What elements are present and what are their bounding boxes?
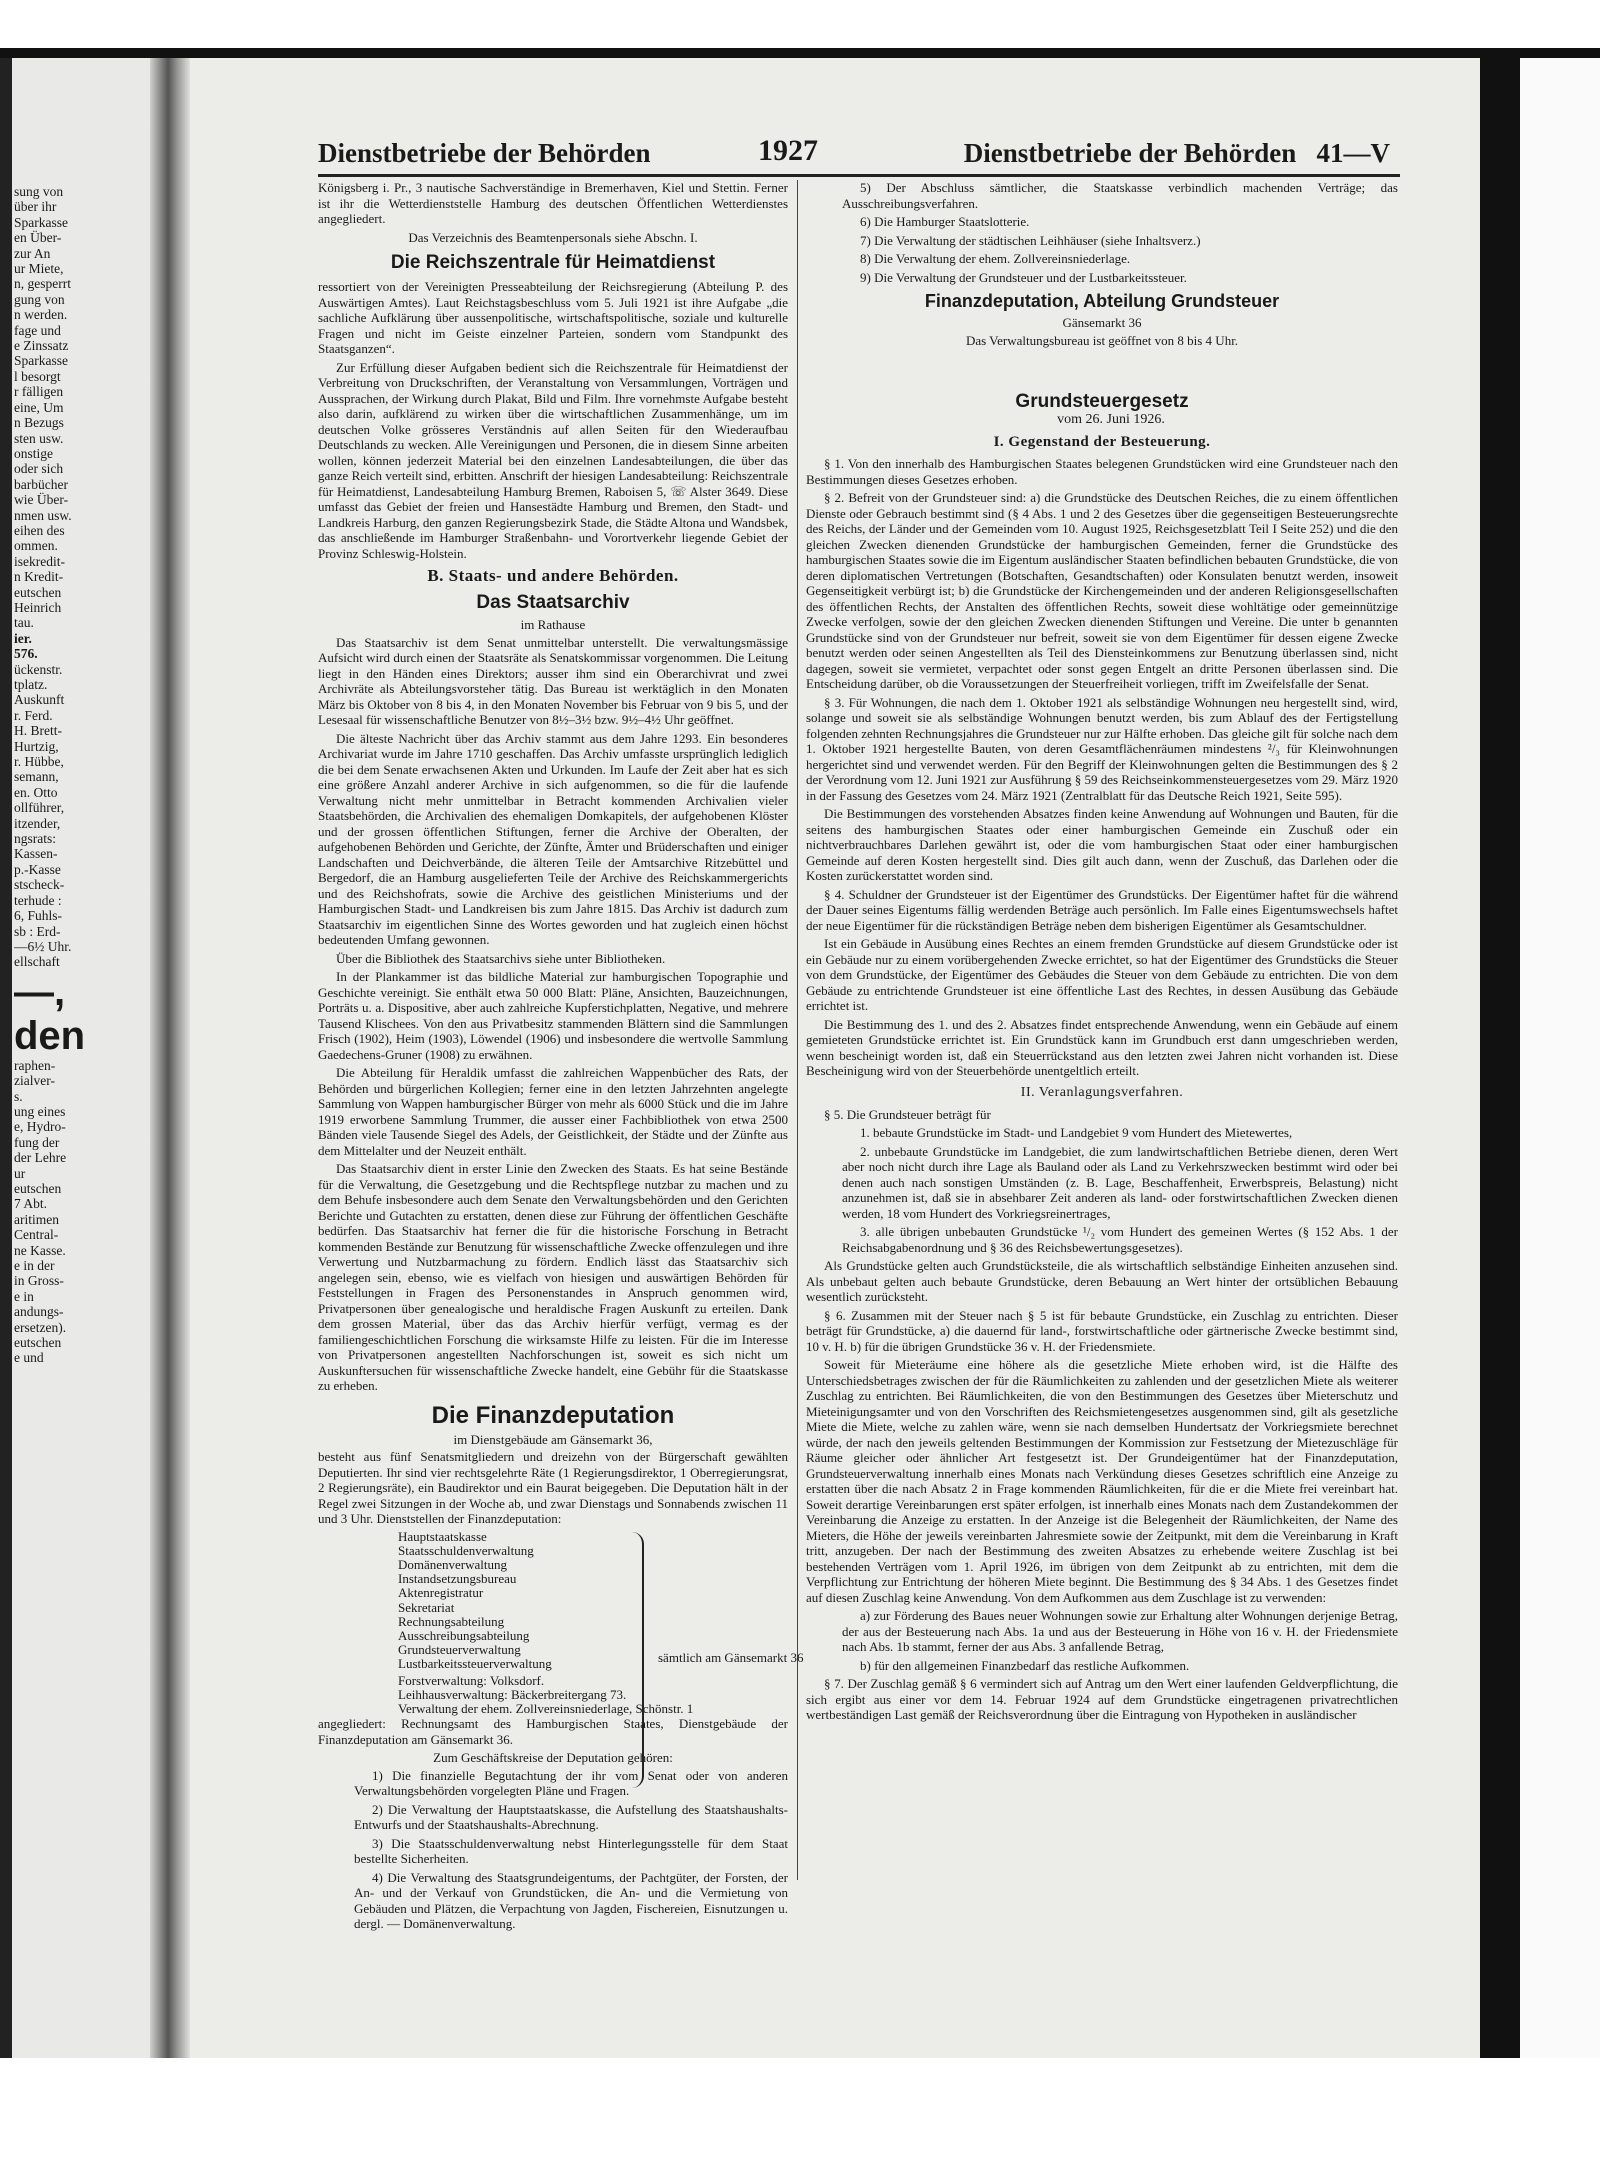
dienststelle-item: Instandsetzungsbureau (398, 1571, 517, 1587)
dienststelle-item: Hauptstaatskasse (398, 1528, 487, 1544)
scan-border-top (0, 48, 1600, 58)
dienststelle-extra-item: Forstverwaltung: Volksdorf. (398, 1672, 545, 1688)
left-page-fragment: r. Hübbe, (14, 754, 64, 770)
left-page-fragment: über ihr (14, 199, 57, 215)
left-page-fragment: fage und (14, 322, 61, 338)
staatsarchiv-paragraph-4: In der Plankammer ist das bildliche Material zur hamburgischen Topographie und Geschichte vereinigt. Sie enthält etwa 50 000 Blatt: Pläne, Ansichten, Bauzeichnungen, Porträts u. a. Dispositive, aber auch zahlreiche Kupferstichplatten, Negative, und mehrere Tausend Klischees. Von den aus Privatbesitz stammenden Blättern sind die Sammlungen Frisch (1902), Heim (1903), Löwendel (1906) und insbesondere die wertvolle Sammlung Gaedechens-Gruner (1908) zu erwähnen. (318, 969, 788, 1062)
left-page-fragment: sung von (14, 184, 64, 199)
left-page-fragment: eutschen (14, 1180, 62, 1196)
left-page-fragment: wie Über- (14, 492, 69, 508)
left-page-fragment: n Kredit- (14, 569, 64, 585)
running-header (318, 132, 1390, 172)
left-page-fragment: r. Ferd. (14, 707, 53, 723)
header-right (964, 138, 1390, 169)
grundsteuergesetz-date: vom 26. Juni 1926. (1057, 411, 1165, 427)
staatsarchiv-paragraph-1: Das Staatsarchiv ist dem Senat unmittelbar unterstellt. Die verwaltungsmässige Aufsicht wird durch einen der Staatsräte als Senatskommissar vorgenommen. Die Leitung liegt in den Händen eines Direktors; ausser ihm sind ein Oberarchivrat und zwei Archivräte als Abteilungsvorsteher tätig. Das Bureau ist werktäglich in den Monaten März bis Oktober von 8 bis 4, in den Monaten November bis Februar von 9 bis 5, und der Lesesaal für wissenschaftliche Benutzer von 8½–3½ bzw. 9½–4½ Uhr geöffnet. (318, 634, 788, 727)
geschaeftskreis-item: 9) Die Verwaltung der Grundsteuer und der Lustbarkeitssteuer. (860, 269, 1187, 285)
geschaeftskreis-list (318, 1768, 788, 1932)
paragraph-5-item: 1. bebaute Grundstücke im Stadt- und Landgebiet 9 vom Hundert des Mietewertes, (860, 1125, 1293, 1140)
left-page-fragment: fung der (14, 1134, 60, 1150)
left-page-fragment: in Gross- (14, 1273, 64, 1289)
grundsteuer-department-location: Gänsemarkt 36 (1062, 315, 1142, 330)
scan-margin-bottom (0, 2058, 1600, 2177)
paragraph-6: § 6. Zusammen mit der Steuer nach § 5 ist für bebaute Grundstücke, ein Zuschlag zu entrichten. Dieser beträgt für Grundstücke, a) die dauernd für land-, forstwirtschaftliche oder gärtnerische Zwecke bestimmt sind, 10 v. H. b) für die übrigen Grundstücke 36 v. H. der Friedensmiete. (806, 1307, 1398, 1354)
paragraph-6-items (806, 1608, 1398, 1673)
left-page-fragment: e in (14, 1288, 34, 1304)
paragraph-6b: Soweit für Mieteräume eine höhere als die gesetzliche Miete erhoben wird, ist die Hälfte des Unterschiedsbetrages zwischen der für die Räumlichkeiten zu zahlenden und der gesetzlichen Miete als weiterer Zuschlag zu entrichten. Bei Räumlichkeiten, die von den Bestimmungen des Gesetzes über Mieterschutz und Mieteinigungsamter und von den Vorschriften des Reichsmietengesetzes ausgenommen sind, gilt als gesetzliche Miete die Miete, welche zu zahlen wäre, wenn sie nach demselben Hundertsatz der Vorkriegsmiete berechnet würde, der nach den jeweils geltenden Bestimmungen der Kommission zur Festsetzung der Mietezuschläge für Räume gleicher oder ähnlicher Art festgesetzt ist. Der Grundeigentümer hat der Finanzdeputation, Grundsteuerverwaltung innerhalb eines Monats nach Verkündung dieses Gesetzes schriftlich eine Anzeige zu erstatten über die nach Absatz 2 in Frage kommenden Räumlichkeiten, für die er die Miete frei vereinbart hat. Soweit derartige Vereinbarungen erst später erfolgen, ist innerhalb eines Monats nach dem Zustandekommen der Vereinbarung die Anzeige zu erstatten. In der Anzeige ist die Belegenheit der Räumlichkeiten, der Name des Mieters, die Höhe der jeweils vereinbarten Jahresmiete sowie der Zeitpunkt, mit dem die Vereinbarung in Kraft tritt, anzugeben. Der nach der Bestimmung des zweiten Absatzes zu erhebende weitere Zuschlag ist bei bestehenden Verträgen vom 1. April 1926, im übrigen von dem Zeitpunkt ab zu entrichten, mit dem die Verpflichtung zur Entrichtung der höheren Miete beginnt. Die Bestimmung des § 34 Abs. 1 des Gesetzes findet auf diesen Zuschlag keine Anwendung. Von dem Aufkommen aus dem Zuschlage ist zu verwenden: (806, 1357, 1398, 1605)
header-left-title: Dienstbetriebe der Behörden (318, 138, 651, 168)
left-page-fragment: semann, (14, 769, 59, 785)
left-page-fragment: terhude : (14, 892, 62, 908)
reichszentrale-heading: Die Reichszentrale für Heimatdienst (390, 252, 716, 273)
left-page-fragment: 576. (14, 646, 38, 662)
left-page-fragment: 6, Fuhls- (14, 908, 63, 924)
column-divider (797, 180, 798, 1880)
left-page-fragment: 7 Abt. (14, 1196, 48, 1212)
paragraph-4: § 4. Schuldner der Grundsteuer ist der Eigentümer des Grundstücks. Der Eigentümer haftet für die während der Dauer seines Eigentums fällig werdenden Beträge auch persönlich. Im Falle eines Eigentumswechsels haftet der neue Eigentümer für die rückständigen Beträge neben dem bisherigen Eigentümer als Gesamtschuldner. (806, 886, 1398, 933)
grundsteuer-department-hours: Das Verwaltungsbureau ist geöffnet von 8 bis 4 Uhr. (965, 332, 1239, 348)
left-page-fragment: r fälligen (14, 384, 64, 400)
left-page-fragment: Sparkasse (14, 214, 68, 230)
left-page-fragment: ier. (14, 630, 32, 646)
right-column (806, 180, 1398, 1726)
left-page-fragment: oder sich (14, 461, 64, 477)
left-page-fragment: der Lehre (14, 1150, 67, 1166)
left-page-fragment: e und (14, 1350, 44, 1366)
paragraph-6-item: b) für den allgemeinen Finanzbedarf das restliche Aufkommen. (860, 1657, 1190, 1673)
left-page-fragment: aritimen (14, 1211, 59, 1227)
geschaeftskreis-list-continued (806, 180, 1398, 285)
left-page-fragment: en Über- (14, 230, 62, 246)
intro-paragraph: Königsberg i. Pr., 3 nautische Sachverständige in Bremerhaven, Kiel und Stettin. Ferner ist ihr die Wetterdienststelle Hamburg des deutschen Öffentlichen Wetterdienstes angegliedert. (318, 180, 788, 226)
paragraph-3: § 3. Für Wohnungen, die nach dem 1. Oktober 1921 als selbständige Wohnungen neu hergestellt sind, wird, solange und soweit sie als selbständige Wohnungen benutzt werden, bis zum Ablauf des der Fertigstellung folgenden zehnten Rechnungsjahres die Grundsteuer nur zur Hälfte erhoben. Das gleiche gilt für solche nach dem 1. Oktober 1921 hergestellte Bauten, von deren Gesamtflächenräumen mindestens ²/₃ für Kleinwohnungen hergerichtet sind und verwendet werden. Für den Begriff der Kleinwohnungen gelten die Bestimmungen des § 2 der Verordnung vom 12. Juni 1921 zur Ausführung § 59 des Reichseinkommensteuergesetzes vom 29. März 1920 in der Fassung des Gesetzes vom 24. März 1921 (Zentralblatt für das Deutsche Reich 1921, Seite 595). (806, 694, 1399, 803)
left-page-fragment: Heinrich (14, 599, 62, 615)
left-page-fragment: e Zinssatz (14, 338, 69, 354)
left-page-fragment: itzender, (14, 815, 61, 831)
left-page-fragment: tplatz. (14, 677, 48, 692)
left-page-fragment: ommen. (14, 538, 58, 554)
left-page-fragment: ollführer, (14, 800, 65, 816)
left-page-fragment: e, Hydro- (14, 1119, 66, 1135)
dienststellen-list (398, 1530, 628, 1672)
geschaeftskreis-item: 5) Der Abschluss sämtlicher, die Staatskasse verbindlich machenden Verträge; das Ausschreibungsverfahren. (842, 180, 1398, 211)
verzeichnis-note: Das Verzeichnis des Beamtenpersonals siehe Abschn. I. (408, 229, 698, 245)
dienststelle-item: Domänenverwaltung (398, 1556, 508, 1572)
reichszentrale-paragraph-2: Zur Erfüllung dieser Aufgaben bedient sich die Reichszentrale für Heimatdienst der Verbreitung von Druckschriften, der Veranstaltung von Versammlungen, Vorträgen und Aussprachen, der Wirkung durch Plakat, Bild und Film. Ihre vornehmste Aufgabe besteht also darin, aufklärend zu wirken über die wirtschaftlichen Zusammenhänge, um im deutschen Volke grösseres Verständnis auf allen Seiten für den Wiederaufbau Deutschlands zu wecken. Alle Vereinigungen und Personen, die in diesem Sinne arbeiten wollen, können jederzeit Material bei den einzelnen Landesabteilungen, die über das ganze Reich verteilt sind, erbitten. Anschrift der hiesigen Landesabteilung: Reichszentrale für Heimatdienst, Landesabteilung Hamburg Bremen, Raboisen 5, ☏ Alster 3649. Diese umfasst das Gebiet der freien und Hansestädte Hamburg und Bremen, den Stadt- und Landkreis Harburg, den ganzen Regierungsbezirk Stade, die Städte Altona und Wandsbek, das anschließende im Hamburger Straßenbahn- und Vorortverkehr liegende Gebiet der Provinz Schleswig-Holstein. (318, 359, 788, 561)
dienststelle-extra-item: Leihhausverwaltung: Bäckerbreitergang 73. (398, 1686, 627, 1702)
header-rule (318, 174, 1400, 177)
left-page-fragment: H. Brett- (14, 723, 62, 739)
section-b-heading: B. Staats- und andere Behörden. (427, 566, 679, 585)
staatsarchiv-heading: Das Staatsarchiv (476, 592, 630, 613)
paragraph-3b: Die Bestimmungen des vorstehenden Absatzes finden keine Anwendung auf Wohnungen und Bauten, für die seitens des hamburgischen Staates oder einer hamburgischen Gemeinde ein Zuschuß oder ein nichtverbrauchbares Darlehen gewährt ist, oder die vom hamburgischen Staat oder einer hamburgischen Gemeinde auf deren Kosten hergestellt sind. Dies gilt auch dann, wenn der Zuschuß, das Darlehen oder die Kosten zurückerstattet worden sind. (806, 806, 1398, 883)
scan-border-left (0, 58, 12, 2058)
page-number: 41—V (1316, 138, 1390, 168)
finanzdeputation-paragraph-3: Zum Geschäftskreise der Deputation gehören: (433, 1750, 673, 1766)
header-right-title: Dienstbetriebe der Behörden (963, 138, 1297, 168)
dienststellen-extra (398, 1672, 694, 1717)
left-page-fragment: sten usw. (14, 430, 64, 446)
left-page-fragment: den (14, 1013, 86, 1058)
staatsarchiv-paragraph-6: Das Staatsarchiv dient in erster Linie den Zwecken des Staats. Es hat seine Bestände für die Verwaltung, die Gesetzgebung und die Rechtspflege nutzbar zu machen und zu dem Behufe insbesondere auch dem Senate den Verwaltungsbehörden und den Gerichten Berichte und Gutachten zu erstatten, denen diese zur Führung der öffentlichen Geschäfte bedürfen. Das Staatsarchiv hat ferner die für die historische Forschung in Betracht kommenden Bestände zur Benutzung für wissenschaftliche Zwecke offenzulegen und ihre Verwertung und Nutzbarmachung zu fördern. Endlich lässt das Staatsarchiv sich angelegen sein, ebenso, wie es vielfach von hiesigen und auswärtigen Behörden für Feststellungen in Fragen des Personenstandes in Anspruch genommen wird, Privatpersonen über genealogische und heraldische Fragen Auskunft zu erteilen. Dank dem grossen Material, über das das Archiv hierfür verfügt, vermag es der familiengeschichtlichen Forschung die wirksamste Hilfe zu leisten. Für die im Interesse von Privatpersonen angestellten Nachforschungen ist, soweit es sich nicht um Auskunftersuchen für wissenschaftliche Zwecke handelt, eine Gebühr für die Staatskasse zu erheben. (318, 1161, 788, 1393)
scan-margin-top (0, 0, 1600, 48)
book-gutter (150, 58, 190, 2058)
scan-margin-right (1520, 58, 1600, 2058)
section-1-heading: I. Gegenstand der Besteuerung. (993, 434, 1211, 450)
dienststelle-extra-item: Verwaltung der ehem. Zollvereinsniederlage, Schönstr. 1 (398, 1700, 694, 1716)
left-page-edge (0, 58, 175, 2058)
left-page-fragment: zialver- (14, 1073, 55, 1089)
left-page-fragment: p.-Kasse (14, 861, 61, 877)
dienststelle-item: Ausschreibungsabteilung (398, 1627, 530, 1643)
section-2-heading: II. Veranlagungsverfahren. (1020, 1084, 1184, 1100)
left-column (318, 180, 804, 1935)
reichszentrale-paragraph-1: ressortiert von der Vereinigten Presseabteilung der Reichsregierung (Abteilung P. des Auswärtigen Amtes). Laut Reichstagsbeschluss vom 5. Juli 1921 ist ihre Aufgabe „die sachliche Aufklärung über aussenpolitische, wirtschaftspolitische, soziale und kulturelle Fragen und nicht im Geiste einzelner Parteien, sondern vom Standpunkt des Staatsganzen“. (318, 279, 788, 356)
left-page-fragment: eutschen (14, 584, 62, 600)
left-page-fragment: isekredit- (14, 553, 65, 569)
left-page-fragment: Auskunft (14, 692, 65, 708)
left-page-fragment: sb : Erd- (14, 923, 61, 939)
left-page-fragment: Sparkasse (14, 353, 68, 369)
left-page-fragment: n werden. (14, 307, 68, 323)
left-page-fragment: e in der (14, 1258, 55, 1273)
left-page-fragment: onstige (14, 445, 53, 461)
geschaeftskreis-item: 7) Die Verwaltung der städtischen Leihhäuser (siehe Inhaltsverz.) (860, 232, 1201, 248)
dienststelle-item: Aktenregistratur (398, 1585, 484, 1601)
left-page-fragment: gung von (14, 291, 65, 307)
left-page-fragment: n, gesperrt (14, 276, 71, 292)
left-page-fragment: Central- (14, 1227, 59, 1243)
left-page-fragment: n Bezugs (14, 415, 64, 431)
dienststelle-item: Staatsschuldenverwaltung (398, 1542, 534, 1558)
geschaeftskreis-item: 1) Die finanzielle Begutachtung der ihr vom Senat oder von anderen Verwaltungsbehörden vorgelegten Pläne und Fragen. (354, 1767, 788, 1799)
left-page-fragment: ur Miete, (14, 261, 64, 277)
left-page-fragments (14, 184, 154, 1366)
geschaeftskreis-item: 8) Die Verwaltung der ehem. Zollvereinsniederlage. (860, 251, 1131, 266)
left-page-fragment: ur (14, 1165, 26, 1181)
left-page-fragment: ellschaft (14, 954, 60, 970)
header-year: 1927 (758, 134, 818, 167)
left-page-fragment: —, (14, 969, 66, 1014)
staatsarchiv-paragraph-3: Über die Bibliothek des Staatsarchivs siehe unter Bibliotheken. (336, 950, 666, 966)
dienststellen-block (318, 1528, 804, 1672)
left-page-fragment: eutschen (14, 1335, 62, 1351)
grundsteuer-department-heading: Finanzdeputation, Abteilung Grundsteuer (924, 291, 1280, 311)
staatsarchiv-paragraph-2: Die älteste Nachricht über das Archiv stammt aus dem Jahre 1293. Ein besonderes Archivariat wurde im Jahre 1710 geschaffen. Das Archiv umfasste ursprünglich lediglich die bei dem Senate erwachsenen Akten und Urkunden. Im Laufe der Zeit aber hat es sich eine größere Anzahl anderer Archive in sich aufgenommen, so die für die laufende Verwaltung nicht mehr unmittelbar in Betracht kommenden Archivalien vieler Staatsbehörden, die Archivalien des ehemaligen Domkapitels, der aufgehobenen Klöster und der grossen öffentlichen Stiftungen, ferner die Archive der Oberalten, der aufgehobenen Behörden und Gerichte, der Zünfte, Ämter und Brüderschaften und einiger Landschaften und Deichverbände, die älteren Teile der Amtsarchive Ritzebüttel und Bergedorf, die an Hamburg ausgelieferten Teile der Archive des Reichskammergerichts und des Reichshofrats, sowie die Archive des geistlichen Ministeriums und der Hamburgischen Stadt- und Landkreisen bis zum Jahre 1815. Das Archiv ist dadurch zum Staatsarchiv im eigentlichen Sinne des Wortes geworden und hat zugleich einen höchst bedeutenden Umfang gewonnen. (318, 730, 788, 947)
left-page-fragment: ung eines (14, 1103, 66, 1119)
paragraph-5-item: 3. alle übrigen unbebauten Grundstücke ¹/₂ vom Hundert des gemeinen Wertes (§ 152 Abs. 1 der Reichsabgabenordnung und § 36 des Reichsbewertungsgesetzes). (842, 1224, 1398, 1255)
left-page-fragment: raphen- (14, 1057, 56, 1073)
left-page-fragment: —6½ Uhr. (14, 938, 72, 954)
dienststellen-brace-label: sämtlich am Gänsemarkt 36 (658, 1649, 804, 1665)
left-page-fragment: andungs- (14, 1304, 64, 1320)
geschaeftskreis-item: 6) Die Hamburger Staatslotterie. (860, 214, 1030, 229)
left-page-fragment: Hurtzig, (14, 738, 59, 754)
paragraph-4b: Ist ein Gebäude in Ausübung eines Rechtes an einem fremden Grundstücke auf diesem Grundstücke oder ist ein Gebäude nur zu einem vorübergehenden Zwecke errichtet, so hat der Eigentümer des Grundstücks die Steuer von dem Grundstücke, der Eigentümer des Gebäudes die Steuer von dem Gebäude zu entrichten. Die von dem Gebäude zu entrichtende Grundsteuer ist eine öffentliche Last des Rechtes, in dessen Ausübung das Gebäude errichtet ist. (806, 936, 1398, 1013)
left-page-fragment: zur An (14, 245, 51, 261)
left-page-fragment: ne Kasse. (14, 1242, 66, 1258)
left-page-fragment: en. Otto (14, 784, 58, 800)
left-page-fragment: ersetzen). (14, 1319, 67, 1335)
paragraph-6-item: a) zur Förderung des Baues neuer Wohnungen sowie zur Erhaltung alter Wohnungen derjenige Betrag, der aus der Besteuerung nach Abs. 1a und aus der Besteuerung in Höhe von 16 v. H. der Friedensmiete nach Abs. 1b stammt, ferner der aus Abs. 3 anfallende Betrag, (842, 1608, 1398, 1654)
grundsteuergesetz-title: Grundsteuergesetz (1015, 391, 1189, 412)
left-page-fragment: Kassen- (14, 846, 58, 862)
paragraph-5b: Als Grundstücke gelten auch Grundstücksteile, die als wirtschaftlich selbständige Einheiten anzusehen sind. Als unbebaut gelten auch bebaute Grundstücke, deren Bebauung an Wert hinter der ortsüblichen Bebauung wesentlich zurücksteht. (806, 1258, 1398, 1304)
finanzdeputation-paragraph-1: besteht aus fünf Senatsmitgliedern und dreizehn von der Bürgerschaft gewählten Deputierten. Ihr sind vier rechtsgelehrte Räte (1 Regierungsdirektor, 1 Oberregierungsrat, 2 Regierungsräte), ein Baudirektor und ein Baurat beigegeben. Die Deputation hält in der Regel zwei Sitzungen in der Woche ab, und zwar Dienstags und Sonnabends zwischen 11 und 3 Uhr. Dienststellen der Finanzdeputation: (318, 1449, 788, 1526)
left-page-fragment: s. (14, 1088, 23, 1104)
left-page-fragment: barbücher (14, 476, 68, 492)
dienststelle-item: Grundsteuerverwaltung (398, 1642, 521, 1658)
finanzdeputation-paragraph-2: angegliedert: Rechnungsamt des Hamburgischen Staates, Dienstgebäude der Finanzdeputation am Gänsemarkt 36. (318, 1716, 788, 1747)
left-page-fragment: eihen des (14, 522, 65, 538)
spacer (806, 350, 1398, 378)
curly-brace (630, 1532, 644, 1788)
staatsarchiv-paragraph-5: Die Abteilung für Heraldik umfasst die zahlreichen Wappenbücher des Rats, der Behörden und bürgerlichen Kollegien; ferner eine in den letzten Jahrzehnten angelegte Sammlung von Wappen hamburgischer Bürger von mehr als 6000 Stück und die im Jahre 1919 erworbene Sammlung Trummer, die ausser einer Fachbibliothek von etwa 2500 Bänden viele Tausende Siegel des Adels, der Geistlichkeit, der Städte und der Zünfte aus dem Mittelalter und der Neuzeit enthält. (318, 1065, 788, 1158)
left-page-fragment: nmen usw. (14, 507, 72, 523)
left-page-fragment: ückenstr. (14, 661, 63, 677)
finanzdeputation-heading: Die Finanzdeputation (431, 1401, 675, 1429)
paragraph-5-items (806, 1125, 1398, 1255)
staatsarchiv-location: im Rathause (520, 617, 586, 632)
left-page-fragment: stscheck- (14, 877, 65, 893)
geschaeftskreis-item: 4) Die Verwaltung des Staatsgrundeigentums, der Pachtgüter, der Forsten, der An- und der Verkauf von Grundstücken, die An- und die Vermietung von Gebäuden und Plätzen, die Verpachtung von Jagden, Fischereien, Eisnutzungen u. dergl. — Domänenverwaltung. (354, 1869, 788, 1932)
paragraph-7: § 7. Der Zuschlag gemäß § 6 vermindert sich auf Antrag um den Wert einer laufenden Geldverpflichtung, die sich ergibt aus einer vor dem 14. Februar 1924 auf dem Grundstücke eingetragenen privatrechtlichen wertbeständigen Last gemäß der Reichsverordnung über die Eintragung von Hypotheken in ausländischer (806, 1676, 1398, 1722)
geschaeftskreis-item: 3) Die Staatsschuldenverwaltung nebst Hinterlegungsstelle für dem Staat bestellte Sicherheiten. (354, 1835, 788, 1867)
scan-border-right (1480, 58, 1520, 2058)
paragraph-5-item: 2. unbebaute Grundstücke im Landgebiet, die zum landwirtschaftlichen Betriebe dienen, deren Wert aber noch nicht durch ihre Lage als Bauland oder als Land zu Verkehrszwecken bestimmt wird oder bei denen auch nach sonstigen Umständen (z. B. Lage, Beschaffenheit, Erwerbspreis, Belastung) nicht anzunehmen ist, daß sie in absehbarer Zeit anderen als land- oder forstwirtschaftlichen Zwecken dienen werden, 18 vom Hundert des Vorkriegsreinertrages, (842, 1143, 1398, 1221)
left-page-fragment: eine, Um (14, 399, 64, 415)
dienststelle-item: Lustbarkeitssteuerverwaltung (398, 1656, 552, 1672)
finanzdeputation-location: im Dienstgebäude am Gänsemarkt 36, (453, 1431, 653, 1447)
paragraph-1: § 1. Von den innerhalb des Hamburgischen Staates belegenen Grundstücken wird eine Grundsteuer nach den Bestimmungen dieses Gesetzes erhoben. (806, 456, 1398, 487)
paragraph-5: § 5. Die Grundsteuer beträgt für (824, 1106, 991, 1122)
dienststelle-item: Rechnungsabteilung (398, 1613, 505, 1629)
dienststelle-item: Sekretariat (398, 1599, 455, 1615)
left-page-fragment: l besorgt (14, 368, 61, 384)
geschaeftskreis-item: 2) Die Verwaltung der Hauptstaatskasse, die Aufstellung des Staatshaushalts-Entwurfs und der Staatshaushalts-Abrechnung. (354, 1801, 788, 1833)
paragraph-4c: Die Bestimmung des 1. und des 2. Absatzes findet entsprechende Anwendung, wenn ein Gebäude auf einem gemieteten Grundstücke errichtet ist. Ein Grundstück kann im Grundbuch erst dann umgeschrieben werden, wenn bescheinigt worden ist, daß ein Steuerrückstand aus den letzten zwei Jahren nicht vorhanden ist. Diese Bescheinigung wird von der Steuerbehörde unentgeltlich erteilt. (806, 1016, 1398, 1078)
paragraph-2: § 2. Befreit von der Grundsteuer sind: a) die Grundstücke des Deutschen Reiches, die zu einem öffentlichen Dienste oder Gebrauch bestimmt sind (§ 4 Abs. 1 und 2 des Gesetzes über die gegenseitigen Besteuerungsrechte des Reichs, der Länder und der Gemeinden vom 10. August 1925, Reichsgesetzblatt Teil I Seite 252) und die den gleichen Zwecken dienenden Grundstücke der hamburgischen Gemeinden, ferner die Grundstücke des hamburgischen Staates sowie die im Eigentum ausländischer Staaten befindlichen bebauten Grundstücke, die von deren diplomatischen Vertretungen (Botschaften, Gesandtschaften) oder Konsulaten benutzt werden, insoweit Gegenseitigkeit verbürgt ist; b) die Grundstücke der Kirchengemeinden und der anderen Religionsgesellschaften des öffentlichen Rechts, der Anstalten des öffentlichen Rechts, soweit diese wohltätige oder gemeinnützige Zwecke verfolgen, sowie der den gleichen Zwecken dienenden Stiftungen und Vereine. Die unter b genannten Grundstücke sind von der Grundsteuer nur befreit, soweit sie von dem Eigentümer für dessen eigene Zwecke benutzt werden oder seinen Angestellten als Teil des Diensteinkommens zur Benutzung überlassen sind, nicht dagegen, soweit sie vermietet, verpachtet oder sonst gegen Entgelt an dritte Personen überlassen sind. Die Entscheidung darüber, ob die Voraussetzungen der Steuerfreiheit vorliegen, trifft im Zweifelsfalle der Senat. (806, 490, 1398, 691)
left-page-fragment: ngsrats: (14, 831, 56, 847)
left-page-fragment: tau. (14, 615, 34, 631)
